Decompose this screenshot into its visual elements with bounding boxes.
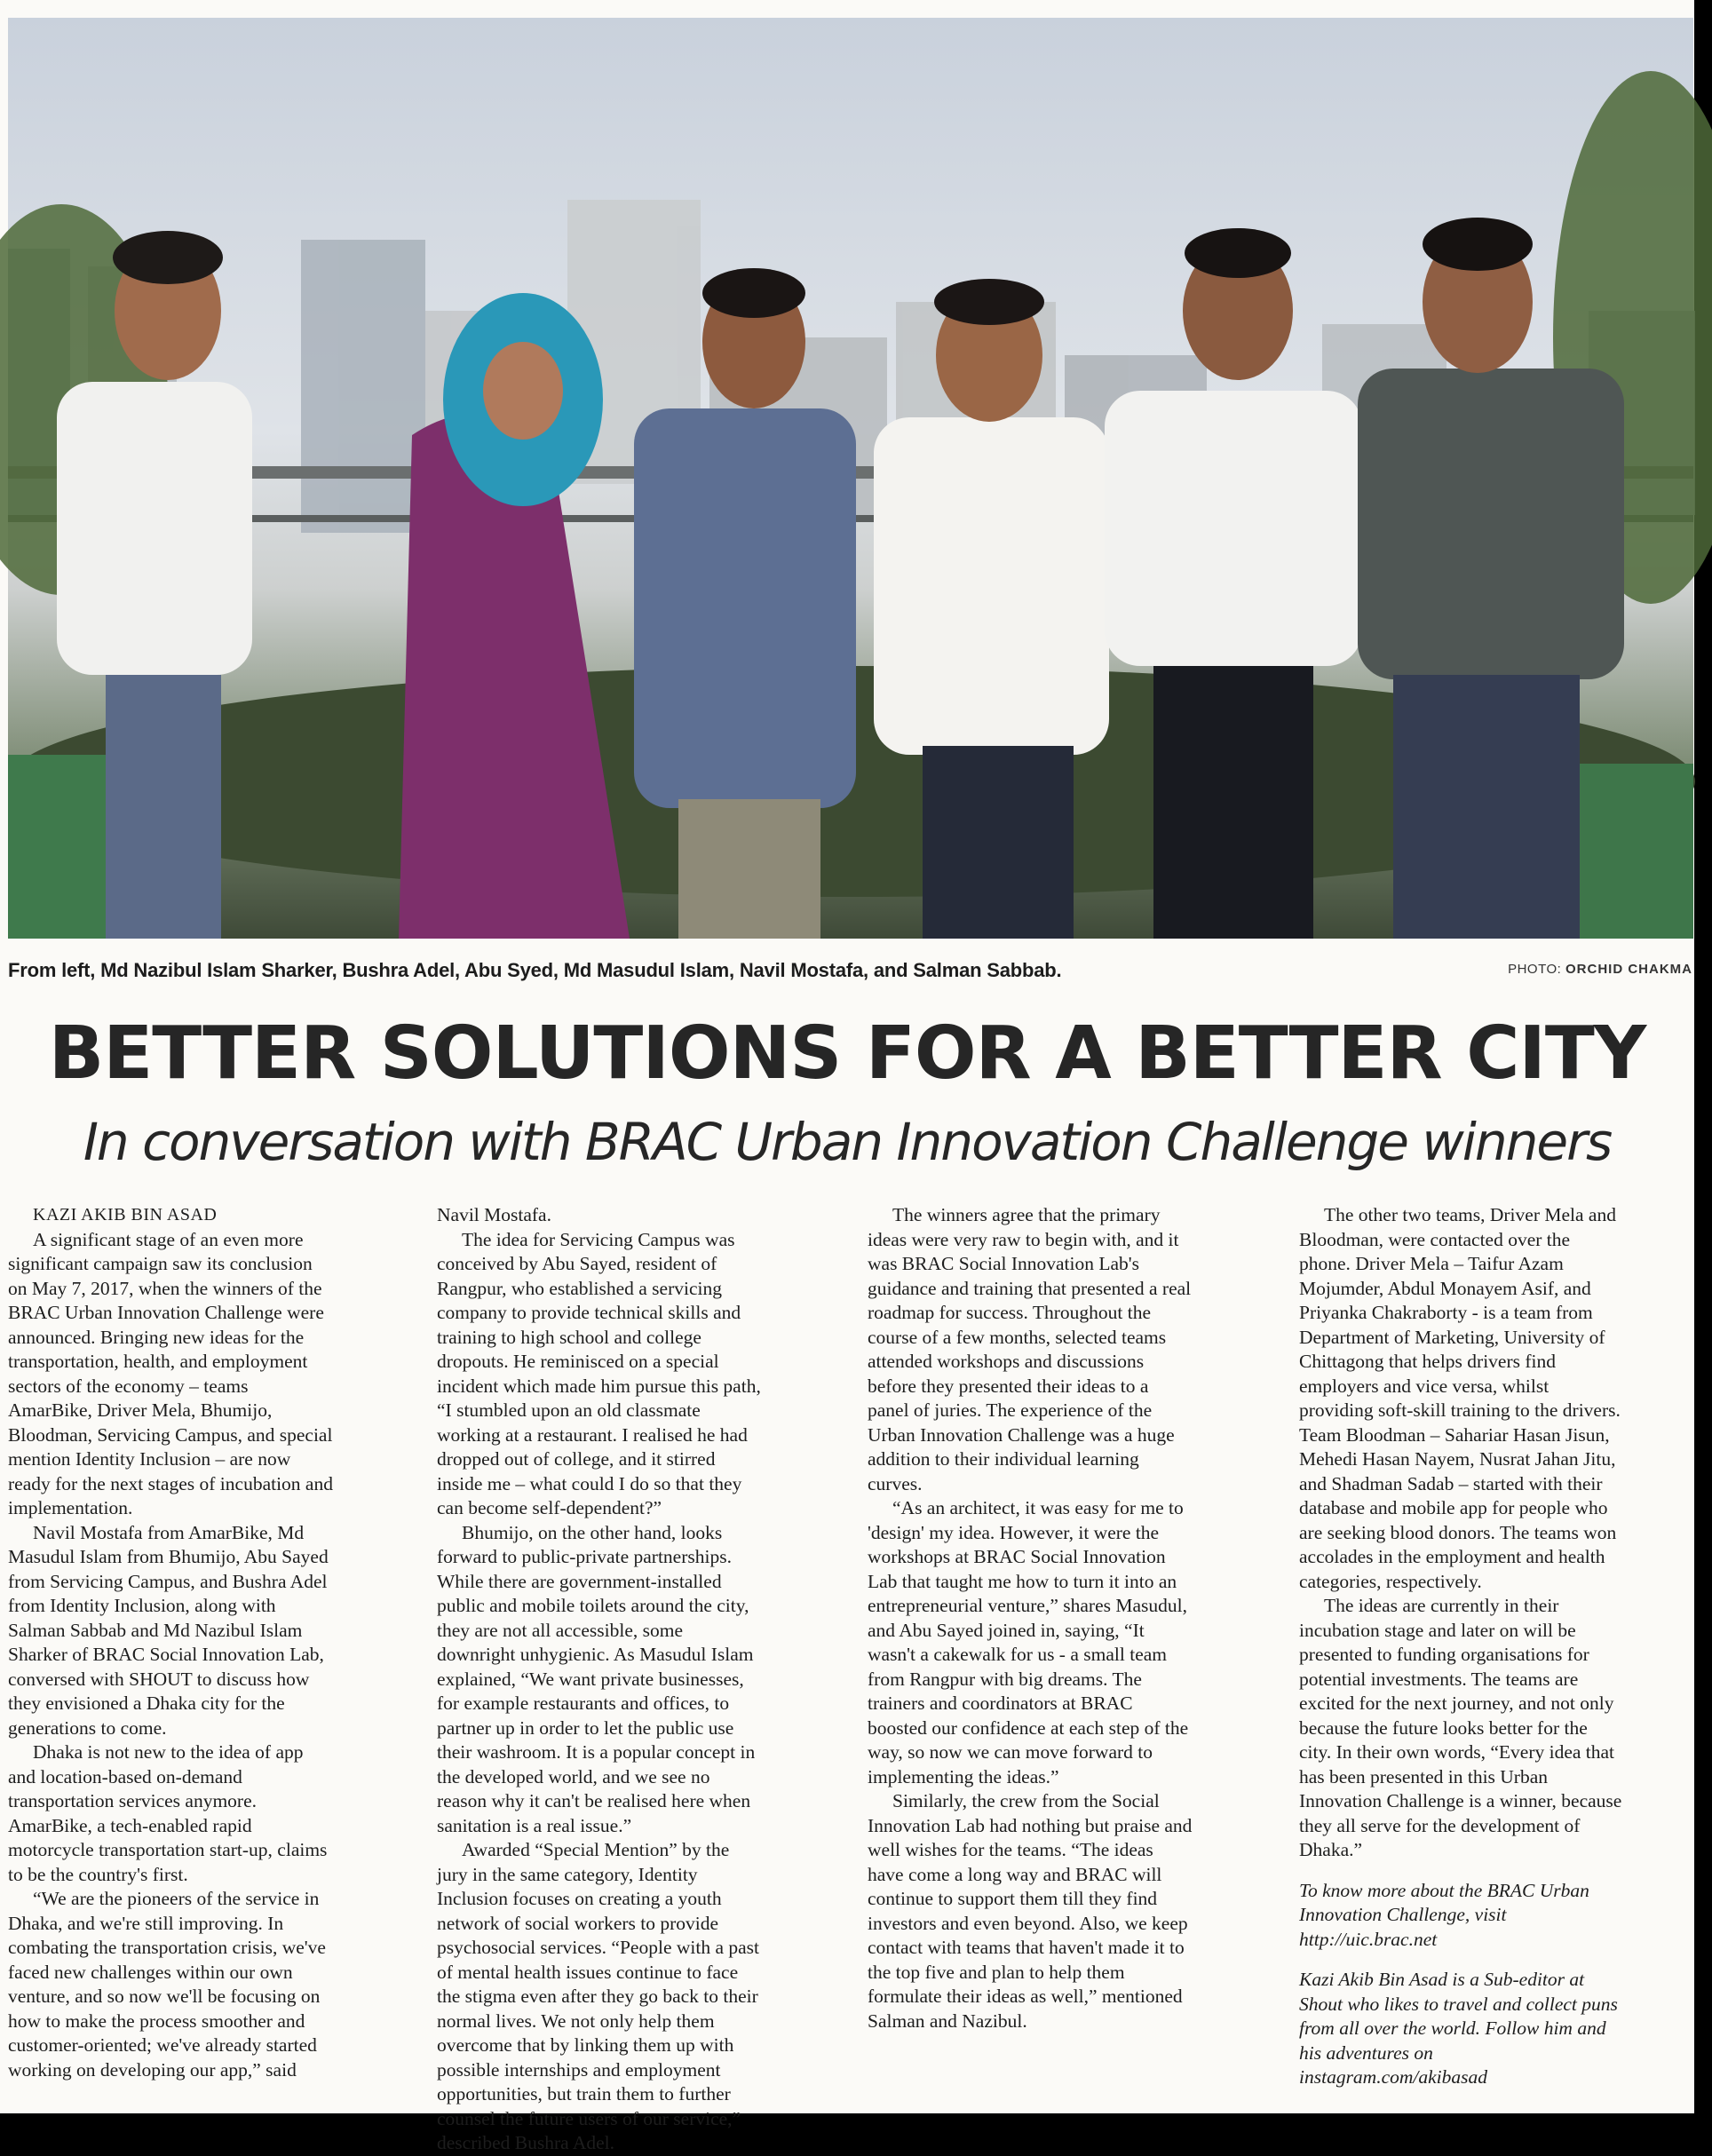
article-byline: KAZI AKIB BIN ASAD (33, 1205, 218, 1225)
article-paragraph: “As an architect, it was easy for me to 'design' my idea. However, it were the workshops at BRAC Social Innovation Lab that taught me how to turn it into an entrepreneurial venture,” shares Masudul, and Abu Sayed joined in, saying, “It wasn't a cakewalk for us - a small team from Rangpur with big dreams. The trainers and coordinators at BRAC boosted our confidence at each step of the way, so now we can move forward to implementing the ideas.” (868, 1497, 1189, 1787)
article-column-4 (1299, 1203, 1624, 2090)
photo-caption: From left, Md Nazibul Islam Sharker, Bushra Adel, Abu Syed, Md Masudul Islam, Navil Mostafa, and Salman Sabbab. (8, 959, 1062, 981)
article-paragraph: Similarly, the crew from the Social Innovation Lab had nothing but praise and well wishes for the teams. “The ideas have come a long way and BRAC will continue to support them till they find investors and even beyond. Also, we keep contact with teams that haven't made it to the top five and plan to help them formulate their ideas as well,” mentioned Salman and Nazibul. (868, 1790, 1193, 2032)
article-paragraph: Navil Mostafa from AmarBike, Md Masudul Islam from Bhumijo, Abu Sayed from Servicing Campus, and Bushra Adel from Identity Inclusion, along with Salman Sabbab and Md Nazibul Islam Sharker of BRAC Social Innovation Lab, conversed with SHOUT to discuss how they envisioned a Dhaka city for the generations to come. (8, 1521, 329, 1739)
article-paragraph: Awarded “Special Mention” by the jury in the same category, Identity Inclusion focuses on creating a youth network of social workers to provide psychosocial services. “People with a past of mental health issues continue to face the stigma even after they go back to their normal lives. We not only help them overcome that by linking them up with possible internships and employment opportunities, but train them to further counsel the future users of our service,” described Bushra Adel. (437, 1839, 760, 2153)
author-note: Kazi Akib Bin Asad is a Sub-editor at Shout who likes to travel and collect puns from all over the world. Follow him and his adventures on instagram.com/akibasad (1299, 1969, 1618, 2088)
article-subheadline: In conversation with BRAC Urban Innovation Challenge winners (83, 1112, 1612, 1172)
article-paragraph: The winners agree that the primary ideas were very raw to begin with, and it was BRAC Social Innovation Lab's guidance and training that presented a real roadmap for success. Throughout the course of a few months, selected teams attended workshops and discussions before they presented their ideas to a panel of juries. The experience of the Urban Innovation Challenge was a huge addition to their individual learning curves. (868, 1204, 1192, 1494)
photo-credit (1508, 962, 1692, 977)
article-column-1 (8, 1203, 333, 2082)
article-paragraph: Navil Mostafa. (437, 1204, 551, 1225)
more-info-note: To know more about the BRAC Urban Innovation Challenge, visit http://uic.brac.net (1299, 1879, 1589, 1950)
article-paragraph: The other two teams, Driver Mela and Bloodman, were contacted over the phone. Driver Mela – Taifur Azam Mojumder, Abdul Monayem Asif, and Priyanka Chakraborty - is a team from Department of Marketing, University of Chittagong that helps drivers find employers and vice versa, whilst providing soft-skill training to the drivers. Team Bloodman – Sahariar Hasan Jisun, Mehedi Hasan Nayem, Nusrat Jahan Jitu, and Shadman Sadab – started with their database and mobile app for people who are seeking blood donors. The teams won accolades in the employment and health categories, respectively. (1299, 1204, 1621, 1592)
group-photo-illustration (8, 18, 1693, 939)
article-headline: BETTER SOLUTIONS FOR A BETTER CITY (48, 1011, 1646, 1096)
photo-credit-label: PHOTO: (1508, 962, 1562, 977)
group-photo (8, 18, 1693, 939)
article-paragraph: The idea for Servicing Campus was conceived by Abu Sayed, resident of Rangpur, who established a servicing company to provide technical skills and training to high school and college dropouts. He reminisced on a special incident which made him pursue this path, “I stumbled upon an old classmate working at a restaurant. I realised he had dropped out of college, and it stirred inside me – what could I do so that they can become self-dependent?” (437, 1228, 761, 1518)
article-paragraph: The ideas are currently in their incubation stage and later on will be presented to funding organisations for potential investments. The teams are excited for the next journey, and not only because the future looks better for the city. In their own words, “Every idea that has been presented in this Urban Innovation Challenge is a winner, because they all serve for the development of Dhaka.” (1299, 1595, 1622, 1860)
article-paragraph: Dhaka is not new to the idea of app and location-based on-demand transportation services anymore. AmarBike, a tech-enabled rapid motorcycle transportation start-up, claims to be the country's first. (8, 1741, 328, 1885)
article-column-2 (437, 1203, 762, 2156)
article-paragraph: “We are the pioneers of the service in Dhaka, and we're still improving. In combating the transportation crisis, we've faced new challenges within our own venture, and so now we'll be focusing on how to make the process smoother and customer-oriented; we've already started working on developing our app,” said (8, 1888, 326, 2081)
article-paragraph: Bhumijo, on the other hand, looks forward to public-private partnerships. While there are government-installed public and mobile toilets around the city, they are not all accessible, some downright unhygienic. As Masudul Islam explained, “We want private businesses, for example restaurants and offices, to partner up in order to let the public use their washroom. It is a popular concept in the developed world, and we see no reason why it can't be realised here when sanitation is a real issue.” (437, 1521, 756, 1836)
article-paragraph: A significant stage of an even more significant campaign saw its conclusion on May 7, 2017, when the winners of the BRAC Urban Innovation Challenge were announced. Bringing new ideas for the transportation, health, and employment sectors of the economy – teams AmarBike, Driver Mela, Bhumijo, Bloodman, Servicing Campus, and special mention Identity Inclusion – are now ready for the next stages of incubation and implementation. (8, 1228, 333, 1518)
article-column-3 (868, 1203, 1193, 2033)
photo-credit-name: ORCHID CHAKMA (1565, 962, 1692, 977)
